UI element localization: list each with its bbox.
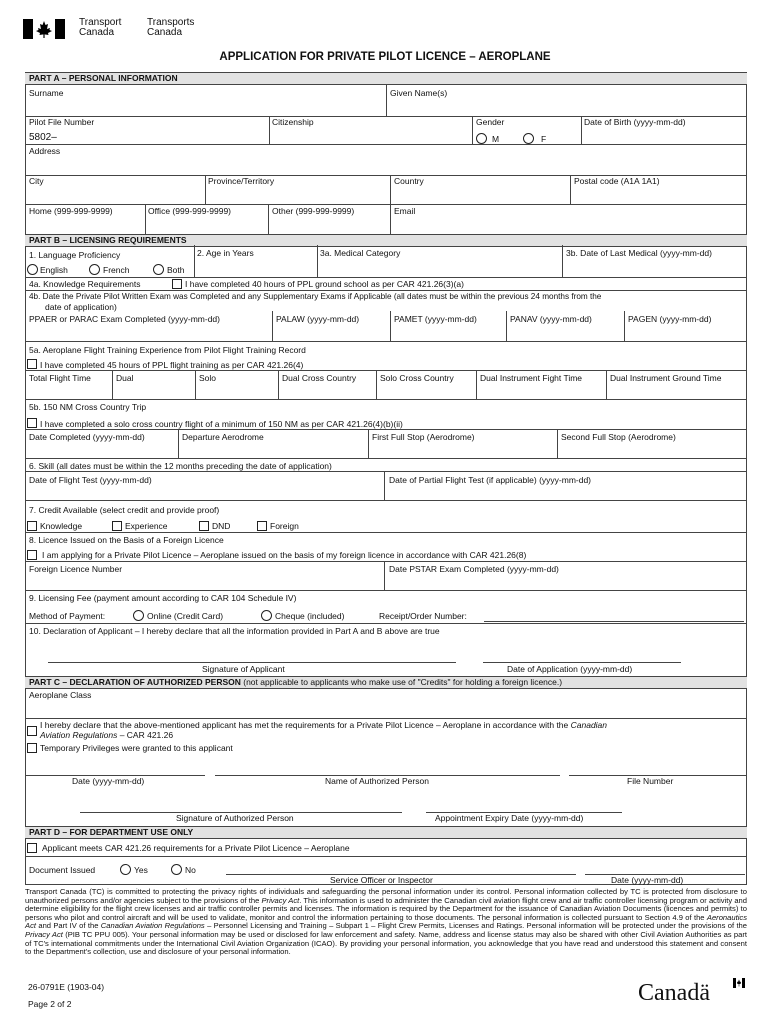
surname-input[interactable]: [27, 98, 384, 114]
payment-online-radio[interactable]: [133, 610, 144, 621]
gender-m-radio[interactable]: [476, 133, 487, 144]
foreign-8-checkbox[interactable]: [27, 550, 37, 560]
payment-cheque-label: Cheque (included): [275, 611, 345, 621]
dual-inst-label: Dual Instrument Fight Time: [480, 373, 583, 383]
flight-test-label: Date of Flight Test (yyyy-mm-dd): [29, 475, 152, 485]
credit-experience-checkbox[interactable]: [112, 521, 122, 531]
pilot-file-number-label: Pilot File Number: [29, 117, 95, 127]
foreign-8-label: 8. Licence Issued on the Basis of a Foreign Licence: [29, 535, 224, 545]
auth-name-label: Name of Authorized Person: [325, 776, 429, 786]
medical-date-label: 3b. Date of Last Medical (yyyy-mm-dd): [566, 248, 712, 258]
dob-label: Date of Birth (yyyy-mm-dd): [584, 117, 686, 127]
applicant-signature-line[interactable]: [48, 662, 456, 663]
citizenship-label: Citizenship: [272, 117, 314, 127]
country-label: Country: [394, 176, 424, 186]
credit-foreign-checkbox[interactable]: [257, 521, 267, 531]
auth-declare-line2: Aviation Regulations – CAR 421.26: [40, 730, 174, 740]
address-input[interactable]: [27, 157, 745, 173]
doc-issued-label: Document Issued: [29, 865, 96, 875]
home-phone-label: Home (999-999-9999): [29, 206, 113, 216]
temp-privileges-label: Temporary Privileges were granted to this applicant: [40, 743, 233, 753]
province-label: Province/Territory: [208, 176, 275, 186]
medical-category-label: 3a. Medical Category: [320, 248, 401, 258]
gender-m-label: M: [492, 134, 500, 144]
payment-method-label: Method of Payment:: [29, 611, 106, 621]
skill-6-label: 6. Skill (all dates must be within the 12 months preceding the date of application): [29, 461, 332, 471]
departure-label: Departure Aerodrome: [182, 432, 264, 442]
flight-5a-checkbox[interactable]: [27, 359, 37, 369]
part-a-heading: PART A – PERSONAL INFORMATION: [29, 73, 178, 83]
receipt-label: Receipt/Order Number:: [379, 611, 467, 621]
doc-issued-no-radio[interactable]: [171, 864, 182, 875]
fee-9-label: 9. Licensing Fee (payment amount according to CAR 104 Schedule IV): [29, 593, 297, 603]
form-title: APPLICATION FOR PRIVATE PILOT LICENCE – AEROPLANE: [219, 51, 551, 63]
pilot-file-number-input[interactable]: 5802–: [29, 132, 57, 143]
declaration-10-text: 10. Declaration of Applicant – I hereby declare that all the information provided in Part A and B above are true: [29, 626, 440, 636]
dept-date-label: Date (yyyy-mm-dd): [611, 875, 684, 885]
credit-7-label: 7. Credit Available (select credit and provide proof): [29, 505, 220, 515]
auth-file-number-label: File Number: [627, 776, 674, 786]
lang-prof-label: 1. Language Proficiency: [29, 250, 121, 260]
flight-5a-text: I have completed 45 hours of PPL flight training as per CAR 421.26(4): [40, 360, 304, 370]
date-completed-label: Date Completed (yyyy-mm-dd): [29, 432, 145, 442]
receipt-input[interactable]: [484, 621, 744, 622]
panav-label: PANAV (yyyy-mm-dd): [510, 314, 592, 324]
lang-french-label: French: [103, 265, 130, 275]
dual-label: Dual: [116, 373, 134, 383]
doc-issued-yes-radio[interactable]: [120, 864, 131, 875]
other-phone-label: Other (999-999-9999): [272, 206, 355, 216]
cc-5b-text: I have completed a solo cross country flight of a minimum of 150 NM as per CAR 421.26(4)(b)(ii): [40, 419, 403, 429]
payment-cheque-radio[interactable]: [261, 610, 272, 621]
auth-declare-line1: I hereby declare that the above-mentioned applicant has met the requirements for a Private Pilot Licence – Aeroplane in accordance with the Canadian: [40, 720, 608, 730]
temp-privileges-checkbox[interactable]: [27, 743, 37, 753]
auth-date-label: Date (yyyy-mm-dd): [72, 776, 145, 786]
credit-dnd-label: DND: [212, 521, 231, 531]
canada-flag-logo: [23, 19, 65, 39]
appt-expiry-label: Appointment Expiry Date (yyyy-mm-dd): [435, 813, 584, 823]
lang-both-label: Both: [167, 265, 185, 275]
auth-signature-label: Signature of Authorized Person: [176, 813, 294, 823]
given-names-input[interactable]: [389, 98, 745, 114]
pamet-label: PAMET (yyyy-mm-dd): [394, 314, 477, 324]
credit-dnd-checkbox[interactable]: [199, 521, 209, 531]
dept-fr-line2: Canada: [147, 27, 183, 38]
page-number: Page 2 of 2: [28, 999, 72, 1009]
flight-5a-label: 5a. Aeroplane Flight Training Experience from Pilot Flight Training Record: [29, 345, 306, 355]
wordmark-flag-icon: [733, 975, 745, 985]
solo-label: Solo: [199, 373, 217, 383]
lang-french-radio[interactable]: [89, 264, 100, 275]
part-c-heading: PART C – DECLARATION OF AUTHORIZED PERSON (not applicable to applicants who make use of "Credits" for holding a foreign licence.): [29, 677, 563, 687]
aeroplane-class-input[interactable]: [27, 700, 745, 716]
foreign-8-text: I am applying for a Private Pilot Licence – Aeroplane issued on the basis of my foreign licence in accordance with CAR 421.26(8): [42, 550, 527, 560]
palaw-label: PALAW (yyyy-mm-dd): [276, 314, 360, 324]
pagen-label: PAGEN (yyyy-mm-dd): [628, 314, 712, 324]
given-names-label: Given Name(s): [390, 88, 448, 98]
ppaer-label: PPAER or PARAC Exam Completed (yyyy-mm-dd): [29, 314, 220, 324]
credit-experience-label: Experience: [125, 521, 168, 531]
total-flight-label: Total Flight Time: [29, 373, 91, 383]
part-d-heading: PART D – FOR DEPARTMENT USE ONLY: [29, 827, 194, 837]
doc-issued-no-label: No: [185, 865, 196, 875]
exam-4b-line2: date of application): [45, 302, 117, 312]
dept-en-line1: Transport: [79, 17, 122, 28]
application-date-label: Date of Application (yyyy-mm-dd): [507, 664, 633, 674]
flag-icon: [23, 19, 65, 39]
pstar-label: Date PSTAR Exam Completed (yyyy-mm-dd): [389, 564, 559, 574]
applicant-meets-checkbox[interactable]: [27, 843, 37, 853]
postal-label: Postal code (A1A 1A1): [574, 176, 660, 186]
payment-online-label: Online (Credit Card): [147, 611, 224, 621]
gender-label: Gender: [476, 117, 505, 127]
office-phone-label: Office (999-999-9999): [148, 206, 232, 216]
first-stop-label: First Full Stop (Aerodrome): [372, 432, 475, 442]
surname-label: Surname: [29, 88, 64, 98]
partial-test-label: Date of Partial Flight Test (if applicable) (yyyy-mm-dd): [389, 475, 592, 485]
foreign-number-label: Foreign Licence Number: [29, 564, 123, 574]
address-label: Address: [29, 146, 61, 156]
service-officer-label: Service Officer or Inspector: [330, 875, 433, 885]
doc-issued-yes-label: Yes: [134, 865, 148, 875]
dual-inst-ground-label: Dual Instrument Ground Time: [610, 373, 722, 383]
application-date-line[interactable]: [483, 662, 681, 663]
exam-4b-line1: 4b. Date the Private Pilot Written Exam was Completed and any Supplementary Exams if Applicable (all dates must be within the previous 24 months from the: [29, 292, 602, 301]
dual-cc-label: Dual Cross Country: [282, 373, 357, 383]
part-b-heading: PART B – LICENSING REQUIREMENTS: [29, 235, 187, 245]
dept-en-line2: Canada: [79, 27, 115, 38]
gender-f-radio[interactable]: [523, 133, 534, 144]
dept-fr-line1: Transports: [147, 17, 195, 28]
canada-wordmark: Canadä: [638, 980, 710, 1006]
applicant-meets-label: Applicant meets CAR 421.26 requirements for a Private Pilot Licence – Aeroplane: [42, 843, 350, 853]
aeroplane-class-label: Aeroplane Class: [29, 690, 92, 700]
auth-declare-checkbox[interactable]: [27, 726, 37, 736]
lang-english-label: English: [40, 265, 68, 275]
lang-english-radio[interactable]: [27, 264, 38, 275]
gender-f-label: F: [541, 134, 547, 144]
credit-foreign-label: Foreign: [270, 521, 299, 531]
applicant-signature-label: Signature of Applicant: [202, 664, 285, 674]
form-number: 26-0791E (1903-04): [28, 982, 105, 992]
city-label: City: [29, 176, 44, 186]
cc-5b-label: 5b. 150 NM Cross Country Trip: [29, 402, 147, 412]
email-label: Email: [394, 206, 416, 216]
knowledge-req-text: I have completed 40 hours of PPL ground school as per CAR 421.26(3)(a): [185, 279, 464, 289]
solo-cc-label: Solo Cross Country: [380, 373, 454, 383]
second-stop-label: Second Full Stop (Aerodrome): [561, 432, 676, 442]
privacy-statement: Transport Canada (TC) is committed to protecting the privacy rights of individuals and safeguarding the personal information under its control. Personal information collected by TC is protected from disclosure to unauthorized persons and/or agencies subject to the provisions of the Privacy Act. This information is used to administer the Canadian civil aviation flight crew and air traffic controller licensing program or activity and determine eligibility for the flight crew licenses and air traffic controller permits and licenses. The information is required by the Department for the issuance of Canadian Aviation Documents (licences and permits) to persons who pilot and control aircraft and will be used to validate, monitor and control the information pertaining to those documents. The personal information is collected pursuant to Section 4.9 of the Aeronautics Act and Part IV of the Canadian Aviation Regulations – Personnel Licensing and Training – Subpart 1 – Flight Crew Permits, Licenses and Ratings. Personal information will be protected under the provisions of the Privacy Act (PIB TC PPU 005). Your personal information may be used or disclosed for law enforcement and safety. Name, address and license status may also be shared with other Civil Aviation Authorities as part of TC's international commitments under the International Civil Aviation Organization (ICAO). By providing your personal information, you acknowledge that you have read and understood this statement and consent to the Department's collection, use and disclosure of your personal information.: [25, 887, 747, 957]
credit-knowledge-label: Knowledge: [40, 521, 83, 531]
age-label: 2. Age in Years: [197, 248, 254, 258]
knowledge-req-label: 4a. Knowledge Requirements: [29, 279, 141, 289]
cc-5b-checkbox[interactable]: [27, 418, 37, 428]
credit-knowledge-checkbox[interactable]: [27, 521, 37, 531]
knowledge-req-checkbox[interactable]: [172, 279, 182, 289]
lang-both-radio[interactable]: [153, 264, 164, 275]
